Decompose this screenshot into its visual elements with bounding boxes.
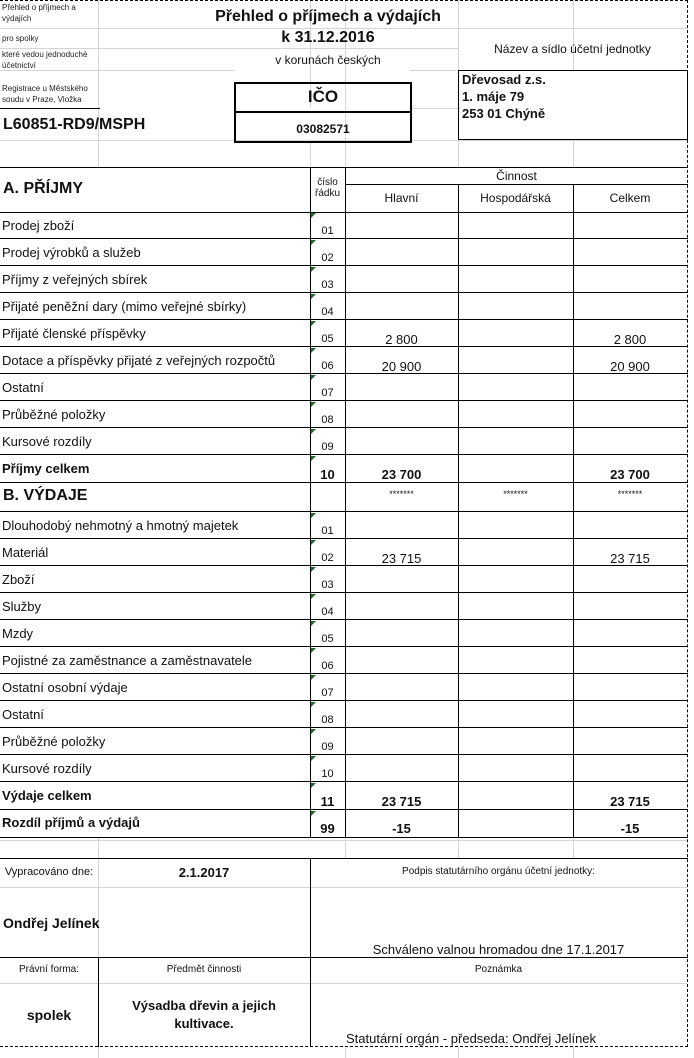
income-row-06: [0, 347, 688, 374]
row-number: 05: [321, 333, 334, 345]
column-header-economic: Hospodářská: [480, 191, 551, 205]
row-label: Služby: [2, 599, 42, 614]
expense-row-10: [0, 755, 688, 782]
cell-total[interactable]: 20 900: [610, 359, 650, 374]
prepared-date[interactable]: 2.1.2017: [178, 865, 230, 880]
cell-main[interactable]: 23 700: [381, 467, 422, 482]
expense-row-05: [0, 620, 688, 647]
gridline: [345, 838, 346, 858]
row-number: 02: [321, 552, 334, 564]
row-label: Prodej zboží: [2, 218, 75, 233]
expenses-section-title: B. VÝDAJE: [3, 487, 88, 504]
row-number: 02: [321, 252, 334, 264]
gridline: [310, 887, 687, 888]
ico-value[interactable]: 03082571: [296, 122, 350, 136]
prepared-by[interactable]: Ondřej Jelínek: [3, 915, 100, 931]
gridline: [345, 1047, 346, 1058]
row-label: Příjmy celkem: [2, 461, 90, 476]
gridline: [0, 887, 310, 888]
expense-row-07: [0, 674, 688, 701]
note-label: Poznámka: [474, 964, 523, 975]
income-row-05: [0, 320, 688, 347]
row-number: 01: [321, 525, 334, 537]
cell-total[interactable]: 23 715: [610, 794, 650, 809]
row-label: Ostatní osobní výdaje: [2, 680, 128, 695]
income-row-08: [0, 401, 688, 428]
expense-row-09: [0, 728, 688, 755]
comment-marker-icon: [311, 321, 316, 326]
row-label: Materiál: [2, 545, 49, 560]
gridline: [573, 0, 574, 70]
ico-box: [234, 82, 412, 143]
comment-marker-icon: [311, 648, 316, 653]
expense-row-08: [0, 701, 688, 728]
comment-marker-icon: [311, 729, 316, 734]
comment-marker-icon: [311, 213, 316, 218]
comment-marker-icon: [311, 513, 316, 518]
comment-marker-icon: [311, 456, 316, 461]
registration-number: L60851-RD9/MSPH: [3, 116, 146, 133]
activity-value-line1[interactable]: Výsadba dřevin a jejich: [132, 998, 276, 1013]
border: [345, 184, 688, 185]
entity-box: [458, 70, 688, 140]
expenses-total-row: [0, 782, 688, 810]
comment-marker-icon: [311, 402, 316, 407]
row-number: 05: [321, 633, 334, 645]
comment-marker-icon: [311, 348, 316, 353]
gridline: [410, 108, 460, 109]
row-label: Kursové rozdíly: [2, 434, 92, 449]
legal-form-label: Právní forma:: [18, 964, 80, 975]
gridline: [573, 1047, 574, 1058]
income-total-row: [0, 455, 688, 483]
cell-main[interactable]: -15: [392, 821, 411, 836]
comment-marker-icon: [311, 621, 316, 626]
cell-total[interactable]: 23 715: [610, 551, 650, 566]
expense-row-06: [0, 647, 688, 674]
cell-total[interactable]: 2 800: [613, 332, 647, 347]
row-label: Rozdíl příjmů a výdajů: [2, 815, 140, 830]
row-number: 01: [321, 225, 334, 237]
gridline: [0, 983, 310, 984]
cell-total[interactable]: 23 700: [610, 467, 650, 482]
gridline: [0, 140, 98, 141]
row-label: Průběžné položky: [2, 734, 106, 749]
entity-city[interactable]: 253 01 Chýně: [462, 106, 546, 121]
gridline: [310, 140, 311, 167]
gridline: [573, 140, 574, 167]
row-number: 04: [321, 606, 334, 618]
income-section-title: A. PŘÍJMY: [3, 180, 84, 197]
mask-main: *******: [389, 489, 414, 499]
gridline: [98, 0, 99, 167]
comment-marker-icon: [311, 429, 316, 434]
cell-main[interactable]: 23 715: [381, 551, 422, 566]
column-header-total: Celkem: [609, 191, 651, 205]
row-number: 99: [320, 821, 335, 836]
row-label: Přijaté peněžní dary (mimo veřejné sbírky): [2, 299, 247, 314]
border: [0, 858, 688, 859]
row-number: 03: [321, 579, 334, 591]
row-number: 04: [321, 306, 334, 318]
prepared-label: Vypracováno dne:: [4, 866, 94, 878]
page-title: Přehled o příjmech a výdajích: [215, 8, 441, 25]
row-label: Ostatní: [2, 707, 44, 722]
comment-marker-icon: [311, 567, 316, 572]
mask-total: *******: [617, 489, 643, 499]
row-number: 08: [321, 714, 334, 726]
row-label: Průběžné položky: [2, 407, 106, 422]
activity-value-line2[interactable]: kultivace.: [174, 1016, 234, 1031]
comment-marker-icon: [311, 375, 316, 380]
income-row-04: [0, 293, 688, 320]
comment-marker-icon: [311, 675, 316, 680]
row-label: Dlouhodobý nehmotný a hmotný majetek: [2, 518, 239, 533]
entity-name[interactable]: Dřevosad z.s.: [462, 72, 546, 87]
row-number: 09: [321, 741, 334, 753]
cell-main[interactable]: 23 715: [381, 794, 422, 809]
row-number: 08: [321, 414, 334, 426]
comment-marker-icon: [311, 540, 316, 545]
expense-row-02: [0, 539, 688, 566]
registration-label: Registrace u Městského soudu v Praze, Vložka: [2, 84, 88, 104]
border: [0, 167, 688, 168]
row-number-header-line2: řádku: [314, 188, 340, 199]
column-header-main: Hlavní: [384, 191, 419, 205]
income-row-09: [0, 428, 688, 455]
comment-marker-icon: [311, 756, 316, 761]
approval-note[interactable]: Schváleno valnou hromadou dne 17.1.2017: [372, 942, 625, 957]
mask-economic: *******: [503, 489, 528, 499]
gridline: [410, 70, 460, 71]
income-row-01: [0, 212, 688, 239]
entity-label: Název a sídlo účetní jednotky: [494, 42, 651, 56]
ico-divider: [236, 111, 410, 113]
gridline: [458, 1047, 459, 1058]
form-note-accounting: které vedou jednoduché účetnictví: [2, 50, 88, 70]
print-area-top: [0, 0, 688, 1]
comment-marker-icon: [311, 702, 316, 707]
row-number: 10: [321, 768, 334, 780]
row-label: Příjmy z veřejných sbírek: [2, 272, 148, 287]
row-label: Ostatní: [2, 380, 44, 395]
note-value[interactable]: Statutární orgán - předseda: Ondřej Jelínek: [346, 1031, 597, 1046]
row-number: 06: [321, 660, 334, 672]
difference-row: [0, 810, 688, 838]
row-number: 03: [321, 279, 334, 291]
row-label: Výdaje celkem: [2, 788, 92, 803]
legal-form-value[interactable]: spolek: [26, 1007, 72, 1023]
gridline: [458, 838, 459, 858]
comment-marker-icon: [311, 267, 316, 272]
row-label: Zboží: [2, 572, 35, 587]
row-number-header: [310, 177, 345, 199]
expenses-header-row: [0, 483, 688, 512]
expense-row-01: [0, 512, 688, 539]
report-date: k 31.12.2016: [281, 29, 375, 46]
row-label: Pojistné za zaměstnance a zaměstnavatele: [2, 653, 253, 668]
row-label: Dotace a příspěvky přijaté z veřejných rozpočtů: [2, 353, 276, 368]
row-label: Přijaté členské příspěvky: [2, 326, 146, 341]
gridline: [0, 840, 687, 841]
comment-marker-icon: [311, 594, 316, 599]
row-label: Kursové rozdíly: [2, 761, 92, 776]
gridline: [458, 140, 459, 167]
row-label: Mzdy: [2, 626, 34, 641]
row-number: 06: [321, 360, 334, 372]
row-number-header-line1: číslo: [317, 177, 338, 188]
expense-row-04: [0, 593, 688, 620]
cell-total[interactable]: -15: [620, 821, 640, 836]
row-number: 10: [320, 467, 335, 482]
expense-row-03: [0, 566, 688, 593]
row-number: 09: [321, 441, 334, 453]
row-number: 11: [320, 794, 335, 809]
comment-marker-icon: [311, 240, 316, 245]
cell-main[interactable]: 2 800: [385, 332, 418, 347]
row-label: Prodej výrobků a služeb: [2, 245, 141, 260]
income-row-07: [0, 374, 688, 401]
print-area-bottom: [0, 1046, 688, 1047]
gridline: [98, 1047, 99, 1058]
gridline: [310, 983, 687, 984]
border: [0, 957, 688, 958]
comment-marker-icon: [311, 783, 316, 788]
currency-note: v korunách českých: [275, 53, 381, 67]
signature-label: Podpis statutárního orgánu účetní jednotky:: [402, 866, 595, 877]
cell-main[interactable]: 20 900: [381, 359, 422, 374]
ico-label: IČO: [307, 87, 339, 106]
gridline: [98, 838, 99, 858]
comment-marker-icon: [311, 811, 316, 816]
form-note: Přehled o příjmech a výdajích: [2, 3, 76, 23]
activity-label: Předmět činnosti: [166, 964, 242, 975]
row-number: 07: [321, 387, 334, 399]
gridline: [573, 838, 574, 858]
income-row-03: [0, 266, 688, 293]
form-note-spolky: pro spolky: [2, 34, 39, 43]
row-number: 07: [321, 687, 334, 699]
border: [0, 108, 100, 109]
comment-marker-icon: [311, 294, 316, 299]
income-row-02: [0, 239, 688, 266]
entity-street[interactable]: 1. máje 79: [462, 89, 525, 104]
activity-group-header: Činnost: [496, 169, 537, 183]
gridline: [458, 28, 687, 29]
